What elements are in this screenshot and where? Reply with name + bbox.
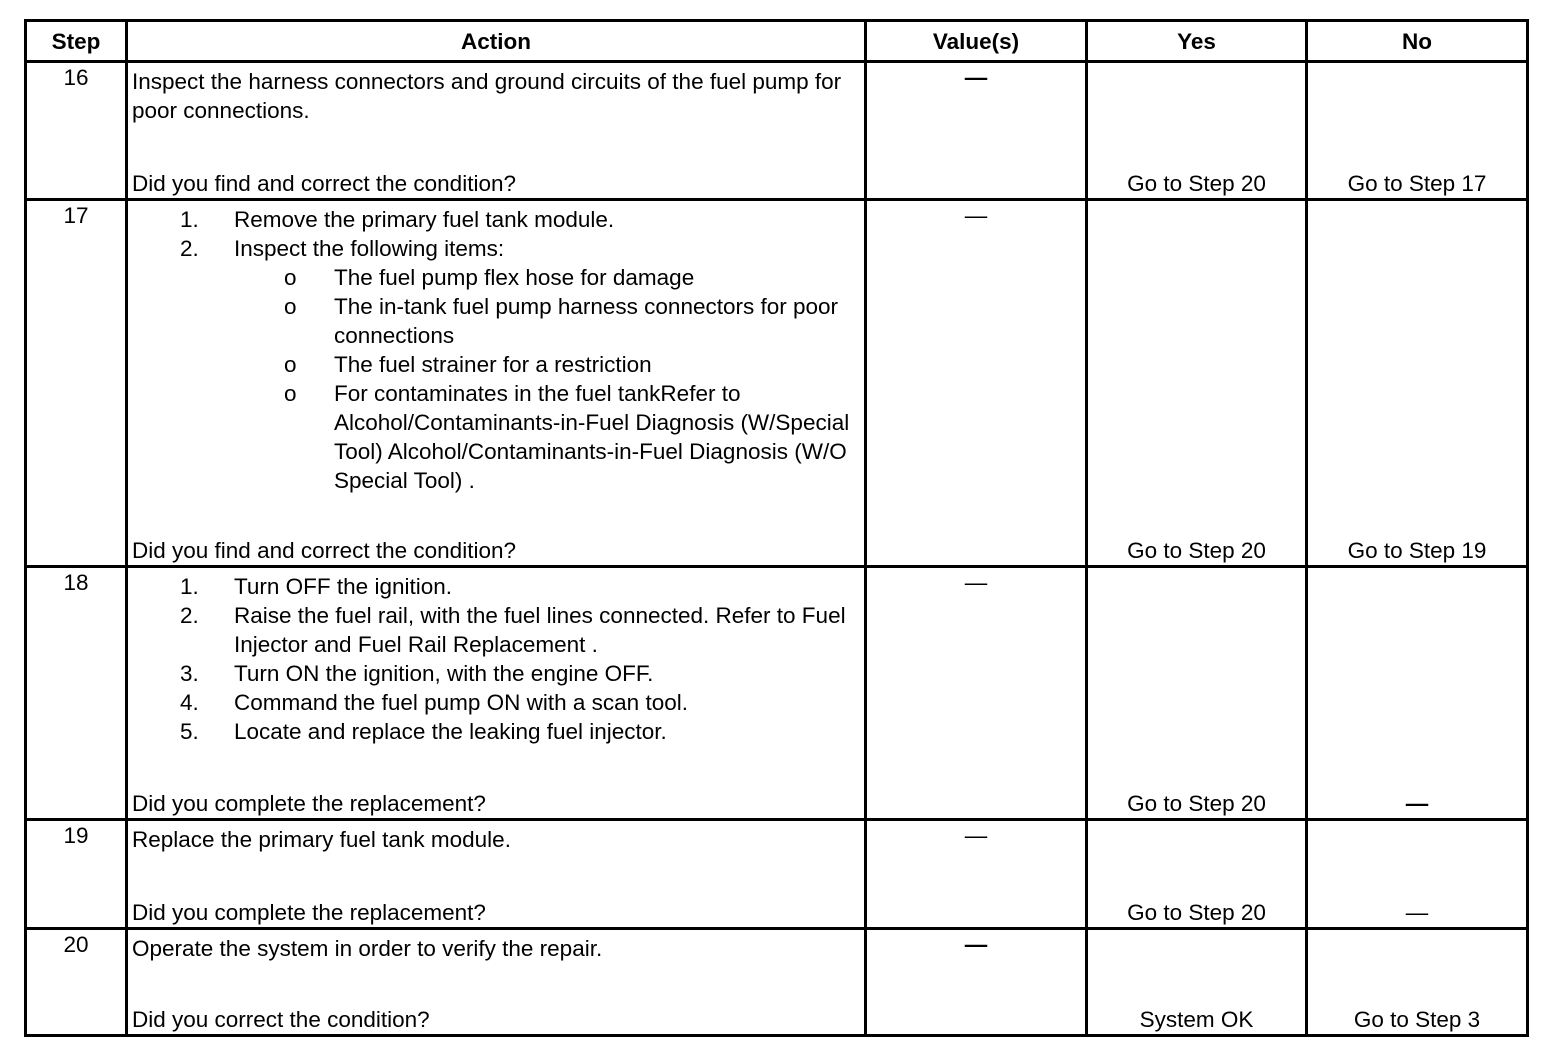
header-no: No <box>1307 21 1528 62</box>
header-values: Value(s) <box>866 21 1087 62</box>
value-cell: — <box>866 820 1087 929</box>
list-item-text: Turn ON the ignition, with the engine OFF. <box>234 661 654 686</box>
circle-bullet-icon: o <box>284 381 297 406</box>
no-cell <box>1307 62 1528 200</box>
list-item <box>132 688 860 717</box>
list-item <box>132 572 860 601</box>
action-text: Inspect the harness connectors and ground circuits of the fuel pump for poor connections. <box>132 69 842 123</box>
step-number: 20 <box>26 929 127 1036</box>
yes-result: Go to Step 20 <box>1127 171 1266 196</box>
action-question: Did you complete the replacement? <box>132 791 486 816</box>
table-row <box>26 929 1528 1036</box>
no-cell <box>1307 200 1528 567</box>
action-cell <box>127 567 866 820</box>
action-question: Did you complete the replacement? <box>132 900 486 925</box>
sub-item-text: The in-tank fuel pump harness connectors for poor connections <box>334 294 839 348</box>
value-cell: — <box>866 200 1087 567</box>
circle-bullet-icon: o <box>284 265 297 290</box>
value-cell: — <box>866 62 1087 200</box>
circle-bullet-icon: o <box>284 352 297 377</box>
circle-bullet-icon: o <box>284 294 297 319</box>
step-number: 17 <box>26 200 127 567</box>
action-question: Did you find and correct the condition? <box>132 538 516 563</box>
sub-item-text: The fuel strainer for a restriction <box>334 352 652 377</box>
header-step: Step <box>26 21 127 62</box>
yes-result: Go to Step 20 <box>1127 538 1266 563</box>
yes-cell <box>1087 62 1307 200</box>
no-cell <box>1307 929 1528 1036</box>
action-cell <box>127 820 866 929</box>
table-row <box>26 820 1528 929</box>
step-number: 19 <box>26 820 127 929</box>
yes-cell <box>1087 820 1307 929</box>
list-number: 5. <box>180 719 199 744</box>
sub-item-text: The fuel pump flex hose for damage <box>334 265 695 290</box>
value-cell: — <box>866 567 1087 820</box>
sub-list-item <box>234 379 860 495</box>
list-item <box>132 205 860 234</box>
yes-result: Go to Step 20 <box>1127 791 1266 816</box>
step-number: 16 <box>26 62 127 200</box>
list-item-text: Inspect the following items: <box>234 236 505 261</box>
list-item <box>132 717 860 746</box>
action-question: Did you correct the condition? <box>132 1007 430 1032</box>
yes-cell <box>1087 567 1307 820</box>
list-item-text: Turn OFF the ignition. <box>234 574 453 599</box>
list-item-text: Raise the fuel rail, with the fuel lines connected. Refer to Fuel Injector and Fuel Rail Replacement . <box>234 603 846 657</box>
list-item <box>132 234 860 495</box>
list-number: 2. <box>180 603 199 628</box>
list-number: 4. <box>180 690 199 715</box>
list-item-text: Remove the primary fuel tank module. <box>234 207 615 232</box>
value-cell: — <box>866 929 1087 1036</box>
diagnostic-table <box>24 19 1529 1037</box>
action-question: Did you find and correct the condition? <box>132 171 516 196</box>
yes-result: System OK <box>1139 1007 1254 1032</box>
sub-list-item <box>234 350 860 379</box>
list-item <box>132 601 860 659</box>
action-text: Replace the primary fuel tank module. <box>132 827 511 852</box>
list-item <box>132 659 860 688</box>
no-result: Go to Step 17 <box>1347 171 1487 196</box>
step-number: 18 <box>26 567 127 820</box>
list-number: 1. <box>180 574 199 599</box>
list-item-text: Command the fuel pump ON with a scan tool. <box>234 690 688 715</box>
inspection-items-list <box>234 263 860 495</box>
list-number: 1. <box>180 207 199 232</box>
no-result: Go to Step 3 <box>1353 1007 1481 1032</box>
action-cell <box>127 929 866 1036</box>
header-yes: Yes <box>1087 21 1307 62</box>
list-number: 3. <box>180 661 199 686</box>
no-cell <box>1307 820 1528 929</box>
action-steps-list <box>132 205 860 495</box>
header-row <box>26 21 1528 62</box>
sub-item-text: For contaminates in the fuel tankRefer to Alcohol/Contaminants-in-Fuel Diagnosis (W/Special Tool) Alcohol/Contaminants-in-Fuel Diagnosis (W/O Special Tool) . <box>334 381 850 493</box>
action-text: Operate the system in order to verify the repair. <box>132 936 603 961</box>
list-number: 2. <box>180 236 199 261</box>
table-row <box>26 200 1528 567</box>
sub-list-item <box>234 263 860 292</box>
list-item-text: Locate and replace the leaking fuel injector. <box>234 719 667 744</box>
no-result: Go to Step 19 <box>1347 538 1487 563</box>
yes-cell <box>1087 929 1307 1036</box>
action-cell <box>127 200 866 567</box>
action-steps-list <box>132 572 860 746</box>
table-row <box>26 62 1528 200</box>
header-action: Action <box>127 21 866 62</box>
sub-list-item <box>234 292 860 350</box>
yes-result: Go to Step 20 <box>1127 900 1266 925</box>
no-cell <box>1307 567 1528 820</box>
action-cell <box>127 62 866 200</box>
yes-cell <box>1087 200 1307 567</box>
no-result: — <box>1405 791 1429 816</box>
no-result: — <box>1405 900 1429 925</box>
table-row <box>26 567 1528 820</box>
